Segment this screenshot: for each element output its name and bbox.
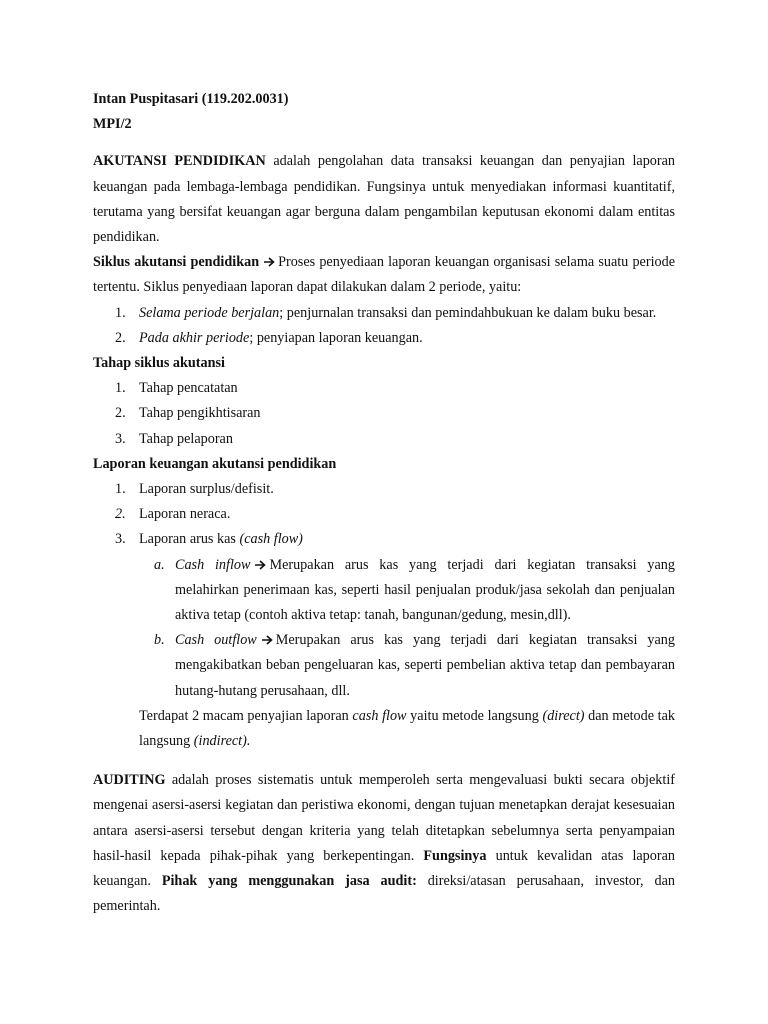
list-item: 2. Pada akhir periode; penyiapan laporan keuangan. [115,329,423,346]
siklus-text: Proses penyediaan laporan keuangan organisasi selama suatu periode tertentu. Siklus penyediaan laporan dapat dilakukan dalam 2 periode, yaitu: [93,254,675,296]
list-item: 1. Tahap pencatatan [115,380,238,397]
auditing-term: AUDITING [93,772,166,789]
document-page [93,87,675,920]
siklus-paragraph [93,250,675,300]
akuntansi-term: AKUTANSI PENDIDIKAN [93,153,266,170]
tahap-heading: Tahap siklus akutansi [93,355,225,372]
class-line: MPI/2 [93,116,132,133]
siklus-term: Siklus akutansi pendidikan [93,254,260,271]
tahap-list [93,376,675,452]
sub-list-item: b. Cash outflow Merupakan arus kas yang terjadi dari kegiatan transaksi yang mengakibatkan beban pengeluaran kas, seperti pembelian aktiva tetap dan pembayaran hutang-hutang perusahaan, dll. [154,632,675,699]
akuntansi-definition: adalah pengolahan data transaksi keuangan dan penyajian laporan keuangan pada lembaga-lembaga pendidikan. Fungsinya untuk menyediakan informasi kuantitatif, terutama yang bersifat keuangan agar berguna dalam pengambilan keputusan ekonomi dalam entitas pendidikan. [93,153,676,246]
list-item: 1. Laporan surplus/defisit. [115,481,274,498]
list-item: 1. Selama periode berjalan; penjurnalan transaksi dan pemindahbukuan ke dalam buku besar. [115,304,657,321]
auditing-paragraph: AUDITING adalah proses sistematis untuk memperoleh serta mengevaluasi bukti secara objektif mengenai asersi-asersi kegiatan dan peristiwa ekonomi, dengan tujuan menetapkan derajat kesesuaian antara asersi-asersi tersebut dengan kriteria yang telah ditetapkan sebelumnya serta penyampaian hasil-hasil kepada pihak-pihak yang berkepentingan. Fungsinya untuk kevalidan atas laporan keuangan. Pihak yang menggunakan jasa audit: direksi/atasan perusahaan, investor, dan pemerintah. [93,772,675,915]
list-item: 3. Laporan arus kas (cash flow) [115,531,303,548]
cash-flow-methods-paragraph: Terdapat 2 macam penyajian laporan cash flow yaitu metode langsung (direct) dan metode tak langsung (indirect). [139,707,676,750]
laporan-list [93,477,675,754]
laporan-heading: Laporan keuangan akutansi pendidikan [93,455,337,472]
right-arrow-icon [263,257,275,267]
akuntansi-paragraph [93,149,675,250]
list-item: 2. Laporan neraca. [115,506,231,523]
list-item: 2. Tahap pengikhtisaran [115,405,261,422]
right-arrow-icon [261,635,273,645]
siklus-list [93,301,675,351]
author-line: Intan Puspitasari (119.202.0031) [93,91,289,107]
sub-list-item: a. Cash inflow Merupakan arus kas yang terjadi dari kegiatan transaksi yang melahirkan penerimaan kas, seperti hasil penjualan produk/jasa sekolah dan penjualan aktiva tetap (contoh aktiva tetap: tanah, bangunan/gedung, mesin,dll). [154,556,675,624]
list-item: 3. Tahap pelaporan [115,430,233,447]
right-arrow-icon [254,560,266,570]
